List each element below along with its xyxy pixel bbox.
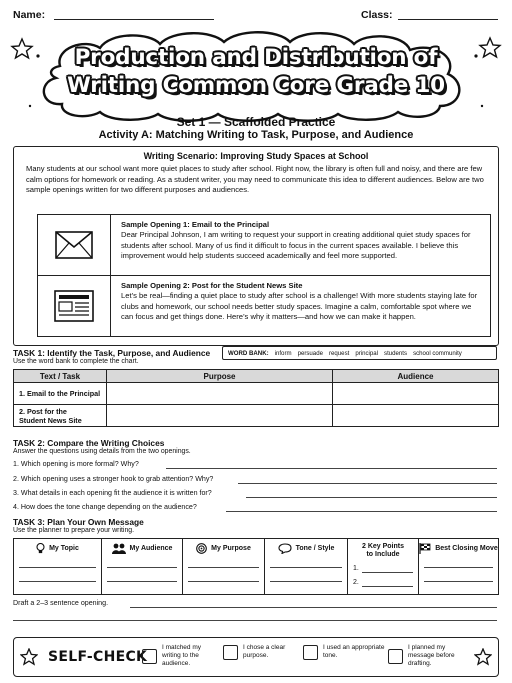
purpose-cell[interactable]: [107, 383, 333, 405]
planner-line[interactable]: [424, 581, 493, 582]
self-check-box: [13, 637, 499, 677]
table-row: [14, 405, 499, 427]
name-label: Name:: [13, 9, 46, 21]
task1-chart: [13, 369, 499, 427]
answer-line-2[interactable]: [238, 483, 497, 484]
planner-column-key-points: [348, 539, 419, 594]
draft-line[interactable]: [130, 607, 497, 608]
class-label: Class:: [361, 9, 393, 21]
title-line-1: Production and Distribution of: [74, 45, 438, 70]
self-check-item[interactable]: [303, 644, 385, 660]
task1-subtitle: Use the word bank to complete the chart.: [13, 358, 139, 365]
table-row: [14, 383, 499, 405]
scenario-body: Many students at our school want more quiet places to study after school. Right now, the library is often full and noisy, and there are few calm options for homework or reading. As a student writer, you may need to communicate this idea to different audiences. Below are two sample openings written for two different purposes and audiences.: [26, 164, 484, 195]
task1-title: TASK 1: Identify the Task, Purpose, and Audience: [13, 348, 211, 358]
self-check-label: SELF-CHECK: [48, 649, 148, 665]
answer-line-3[interactable]: [246, 497, 497, 498]
word-bank-word: principal: [355, 349, 379, 357]
planner-label-audience: My Audience: [129, 544, 173, 552]
opening-2-text: Let’s be real—finding a quiet place to study after school is a challenge! With more students staying late for clubs and homework, our school needs better study spaces. Imagine a calm, comfortable spot where we can focus and get things done. Here’s why it matters—and how we can make it happen.: [121, 291, 478, 321]
word-bank-word: persuade: [297, 349, 323, 357]
audience-cell[interactable]: [333, 383, 499, 405]
planner-label-topic: My Topic: [49, 544, 79, 552]
checkbox[interactable]: [142, 649, 157, 664]
set-title: Set 1 — Scaffolded Practice: [176, 115, 336, 129]
purpose-cell[interactable]: [107, 405, 333, 427]
question-2: 2. Which opening uses a stronger hook to grab attention? Why?: [13, 475, 214, 483]
target-icon: [196, 543, 207, 554]
message-planner: [13, 538, 499, 595]
planner-line[interactable]: [107, 581, 177, 582]
answer-line-4[interactable]: [226, 511, 497, 512]
title-line-2: Writing Common Core Grade 10: [67, 73, 445, 98]
question-3: 3. What details in each opening fit the audience it is written for?: [13, 489, 212, 497]
sample-opening-1: [37, 214, 491, 276]
scenario-title: Writing Scenario: Improving Study Spaces at School: [143, 151, 369, 161]
word-bank-word: request: [328, 349, 350, 357]
people-icon: [112, 543, 126, 554]
checkbox[interactable]: [223, 645, 238, 660]
word-bank-word: inform: [274, 349, 292, 357]
self-check-item[interactable]: [223, 644, 295, 660]
self-check-item[interactable]: [388, 644, 470, 668]
row-label: 2. Post for the Student News Site: [14, 405, 107, 427]
newspaper-icon: [38, 276, 111, 336]
row-label: 1. Email to the Principal: [14, 383, 107, 405]
draft-line[interactable]: [13, 620, 497, 621]
self-check-text: I used an appropriate tone.: [323, 644, 385, 659]
envelope-icon: [38, 215, 111, 275]
checkbox[interactable]: [303, 645, 318, 660]
column-header-audience: Audience: [333, 370, 499, 383]
opening-1-title: Sample Opening 1: Email to the Principal: [121, 220, 270, 229]
planner-label-key-points: 2 Key Points to Include: [361, 543, 404, 558]
column-header-text-task: Text / Task: [14, 370, 107, 383]
self-check-text: I chose a clear purpose.: [243, 644, 286, 659]
star-icon: [474, 648, 492, 666]
opening-2-title: Sample Opening 2: Post for the Student News Site: [121, 281, 303, 290]
column-header-purpose: Purpose: [107, 370, 333, 383]
word-bank: [222, 346, 497, 360]
planner-line[interactable]: [270, 567, 342, 568]
self-check-text: I planned my message before drafting.: [408, 644, 455, 667]
planner-line[interactable]: [19, 567, 96, 568]
planner-line[interactable]: [107, 567, 177, 568]
answer-line-1[interactable]: [166, 468, 497, 469]
planner-column-audience: [102, 539, 183, 594]
planner-line[interactable]: [188, 581, 259, 582]
word-bank-word: students: [384, 349, 408, 357]
planner-column-tone: [265, 539, 348, 594]
checkered-flag-icon: [419, 543, 431, 554]
sample-opening-2: [37, 275, 491, 337]
key-point-number: 2.: [353, 579, 359, 586]
draft-label: Draft a 2–3 sentence opening.: [13, 599, 109, 607]
writing-scenario-box: [13, 146, 499, 346]
planner-column-topic: [14, 539, 102, 594]
planner-line[interactable]: [362, 572, 413, 573]
lightbulb-icon: [36, 543, 45, 554]
star-icon: [20, 648, 38, 666]
class-field[interactable]: [398, 19, 498, 20]
checkbox[interactable]: [388, 649, 403, 664]
task3-subtitle: Use the planner to prepare your writing.: [13, 527, 135, 534]
self-check-item[interactable]: [142, 644, 220, 668]
name-field[interactable]: [54, 19, 214, 20]
planner-column-purpose: [183, 539, 265, 594]
planner-line[interactable]: [270, 581, 342, 582]
planner-label-tone: Tone / Style: [295, 544, 335, 552]
planner-line[interactable]: [19, 581, 96, 582]
audience-cell[interactable]: [333, 405, 499, 427]
planner-label-closing: Best Closing Move: [435, 544, 498, 552]
planner-line[interactable]: [188, 567, 259, 568]
task2-title: TASK 2: Compare the Writing Choices: [13, 438, 165, 448]
word-bank-label: WORD BANK:: [228, 349, 269, 357]
question-1: 1. Which opening is more formal? Why?: [13, 460, 139, 468]
planner-column-closing: [419, 539, 498, 594]
self-check-text: I matched my writing to the audience.: [162, 644, 202, 667]
planner-line[interactable]: [424, 567, 493, 568]
key-point-number: 1.: [353, 565, 359, 572]
planner-line[interactable]: [362, 586, 413, 587]
question-4: 4. How does the tone change depending on the audience?: [13, 503, 197, 511]
opening-1-text: Dear Principal Johnson, I am writing to request your support in creating additional quiet study spaces for students after school. Many of us find it difficult to focus in the current spaces available. I believe this improvement would help students succeed academically and feel more supported.: [121, 230, 471, 260]
task2-subtitle: Answer the questions using details from the two openings.: [13, 448, 191, 455]
activity-title: Activity A: Matching Writing to Task, Purpose, and Audience: [98, 129, 414, 141]
planner-label-purpose: My Purpose: [211, 544, 251, 552]
speech-bubble-icon: [278, 543, 292, 554]
task3-title: TASK 3: Plan Your Own Message: [13, 517, 144, 527]
word-bank-word: school community: [413, 349, 462, 357]
